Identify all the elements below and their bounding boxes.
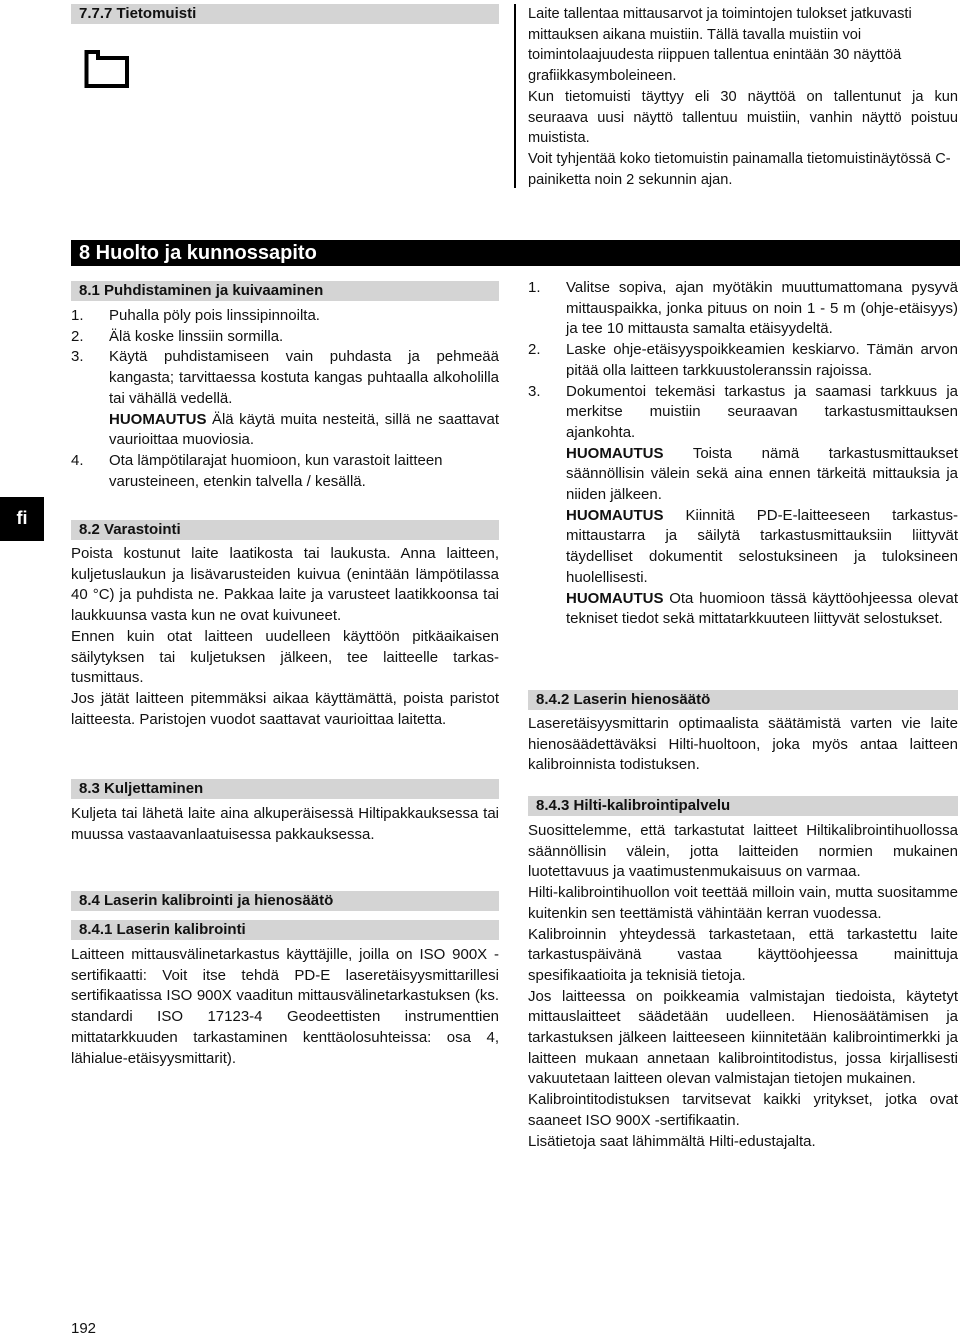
note [109,410,499,451]
section-8-4-1-heading: 8.4.1 Laserin kalibrointi [71,920,499,940]
paragraph: Voit tyhjentää koko tietomuistin painamalla tietomuistinäytössä C-painiketta noin 2 sekunnin ajan. [528,150,951,188]
calibration-steps-list [528,278,958,630]
list-item [71,347,499,451]
list-number: 1. [528,279,541,296]
paragraph: Lisätietoja saat lähimmältä Hilti-edustajalta. [528,1132,816,1150]
list-number: 2. [528,341,541,359]
paragraph: Kuljeta tai lähetä laite aina alkuperäisessä Hiltipakkauksessa tai muussa vastaavanlaatuisessa pakkauksessa. [71,805,499,843]
section-7-7-7-heading: 7.7.7 Tietomuisti [71,4,499,24]
list-number: 1. [71,307,84,324]
list-item [71,327,499,348]
paragraph: Laseretäisyysmittarin optimaalista säätämistä varten vie laite hienosäädettäväksi Hilti-huoltoon, joka myös antaa laitteen kalibroinnista todistuksen. [528,715,958,774]
paragraph: Suosittelemme, että tarkastutat laitteet Hiltikalibrointihuollossa säännöllisin välein, jotta laitteiden normien mukainen luotettavuus ja vaatimustenmukaisuus on varmaa. [528,822,958,881]
paragraph: Kalibrointitodistuksen tarvitsevat kaikki yritykset, jotka ovat saaneet ISO 900X -sertifikaatin. [528,1091,958,1129]
note-label: HUOMAUTUS [566,444,664,462]
note-text: Ota huomioon tässä käyttöohjeessa olevat tekniset tiedot sekä mittatarkkuuteen liittyvät selostukset. [566,589,958,628]
note-text: Kiinnitä PD-E-laitteeseen tarkastusmittaustarra ja säilytä tarkastusmittauksiin liittyvät täydelliset dokumentit selostuksineen ja tuloksineen huolellisesti. [566,506,958,586]
note-label: HUOMAUTUS [109,410,207,428]
note-text: Toista nämä tarkastusmittaukset säännöllisin välein sekä aina ennen tärkeitä mittauksia ja niiden jälkeen. [566,444,958,504]
list-item [71,306,499,327]
list-text: Dokumentoi tekemäsi tarkastus ja saamasi tarkkuus ja merkitse muistiin seuraavan tarkastusmittauksen ajankohta. [566,382,958,441]
language-tab: fi [0,497,44,541]
list-number: 2. [71,327,84,345]
section-8-2-heading: 8.2 Varastointi [71,520,499,540]
paragraph: Ennen kuin otat laitteen uudelleen käyttöön pitkäaikaisen säilytyksen tai kuljetuksen jälkeen, tee laitteelle tarkastusmittaus. [71,627,499,687]
list-number: 3. [528,382,541,400]
section-8-3-heading: 8.3 Kuljettaminen [71,779,499,799]
note-label: HUOMAUTUS [566,589,664,607]
list-item [528,340,958,381]
section-8-4-3-body [528,821,958,1152]
list-number: 3. [71,348,84,366]
list-item [71,451,499,492]
paragraph: Hilti-kalibrointihuollon voit teettää milloin vain, mutta suositamme kuitenkin sen teettämistä vähintään kerran vuodessa. [528,884,958,922]
list-item [528,278,958,340]
paragraph: Jos laitteessa on poikkeamia valmistajan tiedoista, käytetyt mittauslaitteet säädetään uudelleen. Hienosäätämisen ja tarkastuksen jälkeen laitteeseen kiinnitetään kalibrointimerkki ja laitteen mukaan annetaan kalibrointitodistus, jossa kirjallisesti vakuutetaan laitteen olevan valmistajan tietojen mukainen. [528,987,958,1088]
section-8-2-body [71,544,499,730]
list-text: Ota lämpötilarajat huomioon, kun varastoit laitteen varusteineen, etenkin talvella / kesällä. [109,451,443,490]
top-divider-line [514,4,516,188]
note [566,444,958,506]
note [566,589,958,630]
note-label: HUOMAUTUS [566,506,664,524]
section-8-4-3-heading: 8.4.3 Hilti-kalibrointipalvelu [528,796,958,816]
chapter-title: 8 Huolto ja kunnossapito [71,240,960,266]
list-text: Käytä puhdistamiseen vain puhdasta ja pehmeää kangasta; tarvittaessa kostuta kangas puhtaalla alkoholilla tai vähällä vedellä. [109,348,499,407]
list-text: Älä koske linssiin sormilla. [109,327,284,345]
paragraph: Kalibroinnin yhteydessä tarkastetaan, että tarkastettu laite tarkastuspäivänä vastaa käyttöohjeessa mainittuja spesifikaatioita ja teknisiä tietoja. [528,925,958,984]
paragraph: Poista kostunut laite laatikosta tai laukusta. Anna laitteen, kuljetuslaukun ja lisävarusteiden kuivua (enintään lämpötilassa 40 °C) ja puhdista ne. Pakkaa laite ja varusteet laatikkoonsa tai laukkuunsa vasta kun ne ovat kuivuneet. [71,545,499,625]
section-7-7-7-body [528,4,958,190]
section-8-1-heading: 8.1 Puhdistaminen ja kuivaaminen [71,281,499,301]
note [566,506,958,589]
section-8-3-body [71,804,499,845]
list-text: Valitse sopiva, ajan myötäkin muuttumattomana pysyvä mittauspaikka, jonka pituus on noin 1 - 5 m (ohje-etäisyys) ja tee 10 mittausta samalta etäisyydeltä. [566,279,958,338]
page-number: 192 [71,1320,97,1337]
list-item [528,382,958,630]
section-8-4-1-body [71,945,499,1069]
paragraph: Laite tallentaa mittausarvot ja toimintojen tulokset jatkuvasti mittauksen aikana muistiin. Tällä tavalla muistiin voi toimintolaajuudesta riippuen tallentua enintään 30 näyttöä grafiikkasymboleineen. [528,6,912,85]
paragraph: Jos jätät laitteen pitemmäksi aikaa käyttämättä, poista paristot laitteesta. Paristojen vuodot saattavat vaurioittaa laitetta. [71,689,499,728]
paragraph: Kun tietomuisti täyttyy eli 30 näyttöä on tallentunut ja kun seuraava uusi näyttö tallentuu muistiin, vanhin näyttö poistuu muistista. [528,88,958,147]
note-text: Älä käytä muita nesteitä, sillä ne saattavat vaurioittaa muoviosia. [109,410,499,449]
memory-folder-icon [84,48,130,88]
paragraph: Laitteen mittausvälinetarkastus käyttäjille, joilla on ISO 900X -sertifikaatti: Voit itse tehdä PD-E laseretäisyysmittarillesi sertifikaatissa ISO 900X vaaditun mittausvälinetarkastuksen (ks. standardi ISO 17123-4 Geodeettisten instrumenttien mittatarkkuuden tarkastaminen kenttäolosuhteissa: osa 4, lähialue-etäisyysmittarit). [71,946,499,1067]
list-number: 4. [71,451,84,469]
list-text: Laske ohje-etäisyyspoikkeamien keskiarvo. Tämän arvon pitää olla laitteen tarkkuustoleranssin rajoissa. [566,341,958,379]
section-8-4-heading: 8.4 Laserin kalibrointi ja hienosäätö [71,891,499,911]
section-8-4-2-heading: 8.4.2 Laserin hienosäätö [528,690,958,710]
list-text: Puhalla pöly pois linssipinnoilta. [109,307,320,324]
section-8-4-2-body [528,714,958,776]
section-8-1-list [71,306,499,492]
